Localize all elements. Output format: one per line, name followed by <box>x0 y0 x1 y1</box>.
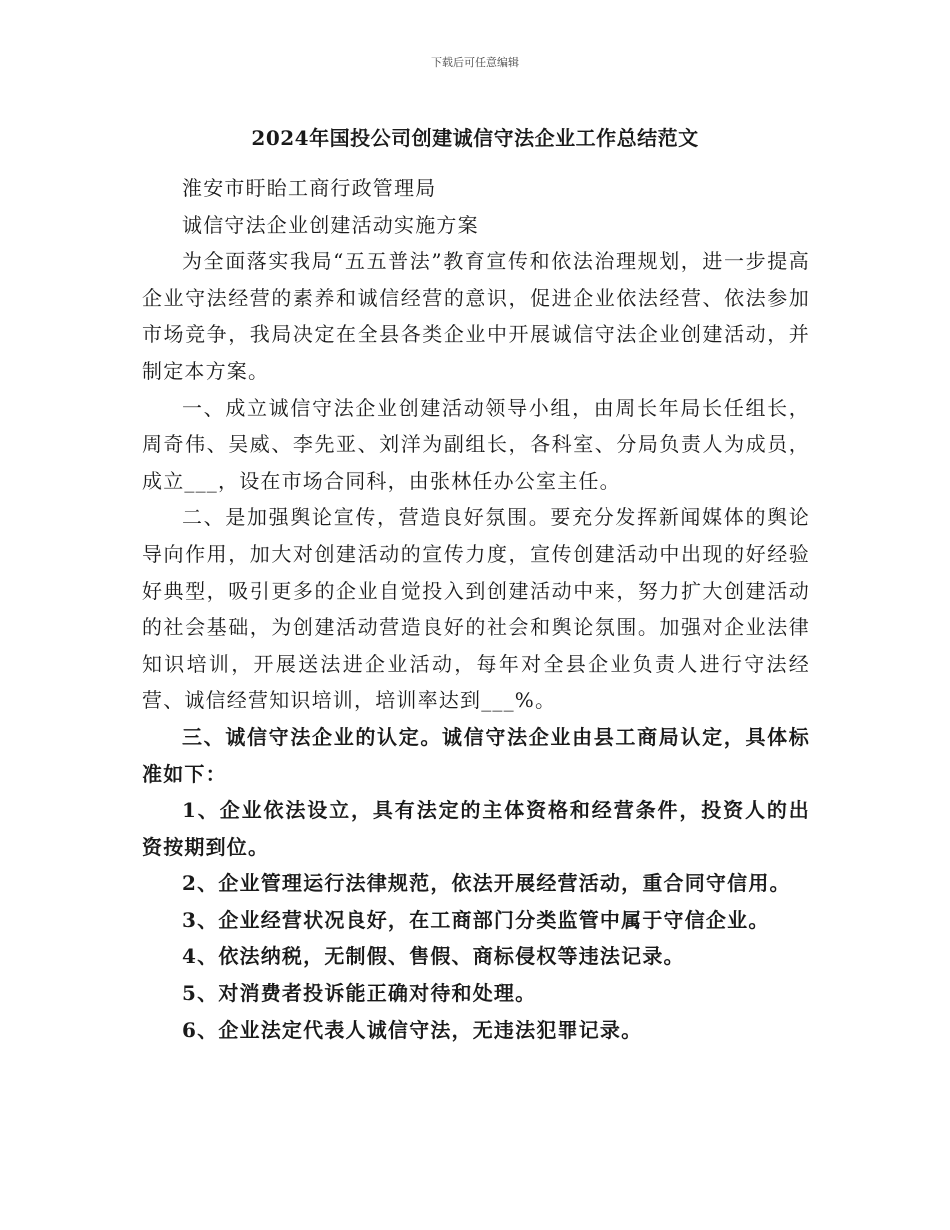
criteria-item-1: 1、企业依法设立，具有法定的主体资格和经营条件，投资人的出资按期到位。 <box>142 798 810 859</box>
header-note: 下载后可任意编辑 <box>431 56 519 69</box>
criteria-item-4: 4、依法纳税，无制假、售假、商标侵权等违法记录。 <box>182 944 685 969</box>
criteria-item-2: 2、企业管理运行法律规范，依法开展经营活动，重合同守信用。 <box>182 871 791 896</box>
document-body <box>142 170 810 1048</box>
document-title: 2024年国投公司创建诚信守法企业工作总结范文 <box>251 126 699 150</box>
paragraph-intro: 为全面落实我局“五五普法”教育宣传和依法治理规划，进一步提高企业守法经营的素养和诚信经营的意识，促进企业依法经营、依法参加市场竞争，我局决定在全县各类企业中开展诚信守法企业创建活动，并制定本方案。 <box>142 249 810 383</box>
criteria-item-5: 5、对消费者投诉能正确对待和处理。 <box>182 981 537 1006</box>
paragraph-section-2: 二、是加强舆论宣传，营造良好氛围。要充分发挥新闻媒体的舆论导向作用，加大对创建活动的宣传力度，宣传创建活动中出现的好经验好典型，吸引更多的企业自觉投入到创建活动中来，努力扩大创建活动的社会基础，为创建活动营造良好的社会和舆论氛围。加强对企业法律知识培训，开展送法进企业活动，每年对全县企业负责人进行守法经营、诚信经营知识培训，培训率达到___%。 <box>142 505 810 713</box>
criteria-item-6: 6、企业法定代表人诚信守法，无违法犯罪记录。 <box>182 1017 643 1042</box>
paragraph-section-3: 三、诚信守法企业的认定。诚信守法企业由县工商局认定，具体标准如下： <box>142 724 810 786</box>
criteria-item-3: 3、企业经营状况良好，在工商部门分类监管中属于守信企业。 <box>182 907 770 932</box>
paragraph-plan-name: 诚信守法企业创建活动实施方案 <box>182 212 479 237</box>
paragraph-organization: 淮安市盱眙工商行政管理局 <box>182 176 437 200</box>
paragraph-section-1: 一、成立诚信守法企业创建活动领导小组，由周长年局长任组长，周奇伟、吴威、李先亚、刘洋为副组长，各科室、分局负责人为成员，成立___，设在市场合同科，由张林任办公室主任。 <box>142 395 810 493</box>
